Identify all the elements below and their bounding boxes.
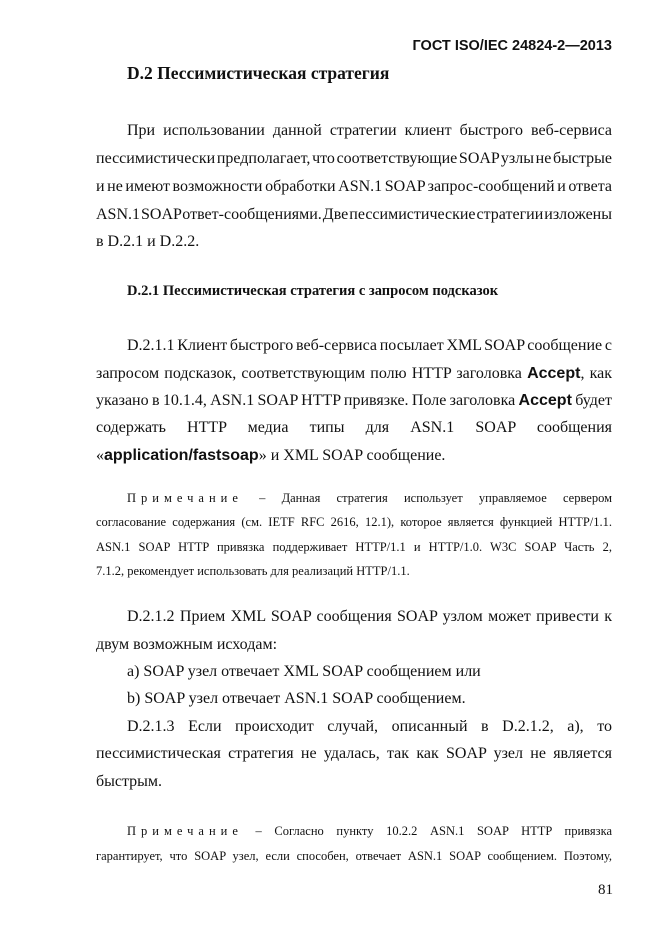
note-label: Примечание <box>127 491 243 505</box>
paragraph-line: пессимистическая стратегия не удалась, так как SOAP узел не является <box>96 745 612 762</box>
paragraph-line: D.2.1.2 Прием XML SOAP сообщения SOAP узлом может привести к <box>127 608 612 625</box>
media-type: application/fastsoap <box>104 447 259 464</box>
document-header: ГОСТ ISO/IEC 24824-2—2013 <box>412 38 612 54</box>
note-line: ASN.1 SOAP HTTP привязка поддерживает HTTP/1.1 и HTTP/1.0. W3C SOAP Часть 2, <box>96 540 612 554</box>
paragraph-line <box>96 446 612 466</box>
text: запросом подсказок, соответствующим полю HTTP заголовка <box>96 365 522 382</box>
paragraph-line: При использовании данной стратегии клиент быстрого веб-сервиса <box>127 122 612 139</box>
text: , как <box>580 365 613 382</box>
accept-keyword: Accept <box>527 365 581 382</box>
paragraph-line <box>96 391 612 411</box>
text: – Согласно пункту 10.2.2 ASN.1 SOAP HTTP привязка <box>255 824 613 838</box>
text: будет <box>575 392 613 409</box>
subsection-heading: D.2.1 Пессимистическая стратегия с запросом подсказок <box>127 283 499 299</box>
note-line <box>127 488 612 508</box>
note-line <box>127 821 612 841</box>
paragraph-line: и не имеют возможности обработки ASN.1 SOAP запрос-сообщений и ответа <box>96 178 612 195</box>
accept-keyword: Accept <box>518 392 572 409</box>
paragraph-line: в D.2.1 и D.2.2. <box>96 233 200 250</box>
paragraph-line: пессимистически предполагает, что соответствующие SOAP узлы не быстрые <box>96 150 612 167</box>
text: « <box>96 447 104 464</box>
note-line: согласование содержания (см. IETF RFC 2616, 12.1), которое является функцией HTTP/1.1. <box>96 515 612 529</box>
note-line: гарантирует, что SOAP узел, если способен, отвечает ASN.1 SOAP сообщением. Поэтому, <box>96 849 612 863</box>
paragraph-line: ASN.1 SOAP ответ-сообщениями. Две пессимистические стратегии изложены <box>96 206 612 223</box>
paragraph-line <box>96 364 612 384</box>
page-number: 81 <box>598 882 613 898</box>
note-label: Примечание <box>127 824 243 838</box>
list-item: b) SOAP узел отвечает ASN.1 SOAP сообщением. <box>127 690 466 707</box>
list-item: a) SOAP узел отвечает XML SOAP сообщением или <box>127 663 481 680</box>
paragraph-line: содержать HTTP медиа типы для ASN.1 SOAP сообщения <box>96 419 612 436</box>
section-heading: D.2 Пессимистическая стратегия <box>127 63 390 83</box>
note-line: 7.1.2, рекомендует использовать для реализаций HTTP/1.1. <box>96 564 410 578</box>
text: указано в 10.1.4, ASN.1 SOAP HTTP привязке. Поле заголовка <box>96 392 516 409</box>
paragraph-line: D.2.1.3 Если происходит случай, описанный в D.2.1.2, а), то <box>127 718 612 735</box>
text: » и XML SOAP сообщение. <box>258 447 446 464</box>
paragraph-line: D.2.1.1 Клиент быстрого веб-сервиса посылает XML SOAP сообщение с <box>127 337 612 354</box>
text: – Данная стратегия использует управляемое сервером <box>259 491 613 505</box>
paragraph-line: двум возможным исходам: <box>96 636 278 653</box>
paragraph-line: быстрым. <box>96 773 163 790</box>
